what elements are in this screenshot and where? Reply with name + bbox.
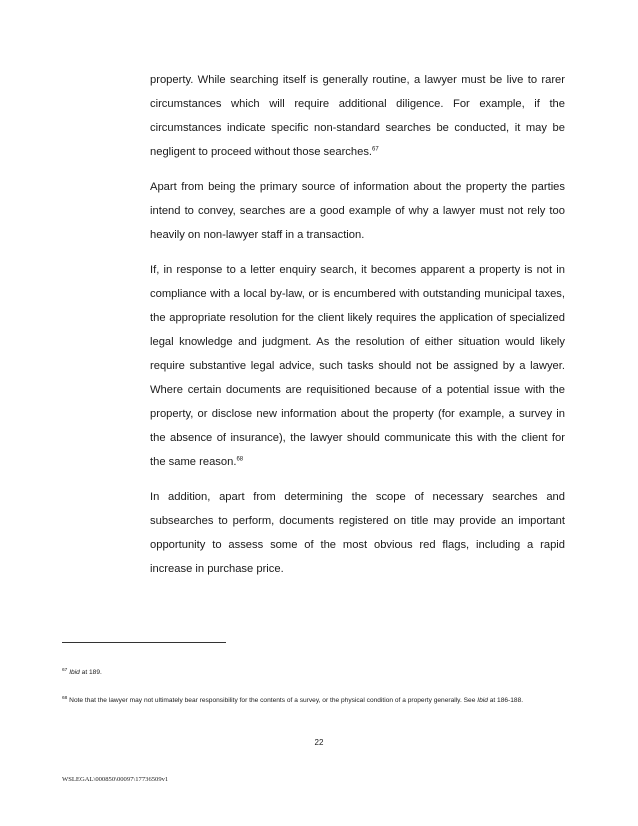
footnote-68-text-end: at 186-188. bbox=[487, 697, 524, 704]
paragraph-2 bbox=[150, 175, 565, 247]
paragraph-4-text: In addition, apart from determining the scope of necessary searches and subsearches to perform, documents registered on title may provide an important opportunity to assess some of the most obvious red flags, including a rapid increase in purchase price. bbox=[150, 491, 565, 575]
footnotes bbox=[62, 665, 567, 721]
footnote-separator bbox=[62, 642, 226, 643]
paragraph-4 bbox=[150, 485, 565, 581]
footnote-67-citation: Ibid bbox=[69, 669, 80, 676]
footnote-67-number: 67 bbox=[62, 667, 68, 673]
paragraph-3-text: If, in response to a letter enquiry search, it becomes apparent a property is not in compliance with a local by-law, or is encumbered with outstanding municipal taxes, the appropriate resolution for the client likely requires the application of specialized legal knowledge and judgment. As the resolution of either situation would likely require substantive legal advice, such tasks should not be assigned by a lawyer. Where certain documents are requisitioned because of a potential issue with the property, or disclose new information about the property (for example, a survey in the absence of insurance), the lawyer should communicate this with the client for the same reason. bbox=[150, 264, 565, 468]
paragraph-3 bbox=[150, 258, 565, 474]
footnote-67 bbox=[62, 665, 567, 681]
body-text bbox=[150, 68, 565, 592]
page-number: 22 bbox=[314, 738, 324, 747]
footnote-ref-68[interactable]: 68 bbox=[236, 456, 244, 463]
paragraph-1 bbox=[150, 68, 565, 164]
footnote-68-citation: Ibid bbox=[477, 697, 488, 704]
footnote-68-text: Note that the lawyer may not ultimately bear responsibility for the contents of a survey, or the physical condition of a property generally. See bbox=[67, 697, 478, 704]
footnote-ref-67[interactable]: 67 bbox=[372, 146, 379, 153]
document-id: WSLEGAL\000850\00097\17736509v1 bbox=[62, 776, 169, 783]
footnote-68 bbox=[62, 693, 567, 709]
paragraph-1-text: property. While searching itself is generally routine, a lawyer must be live to rarer circumstances which will require additional diligence. For example, if the circumstances indicate specific non-standard searches be conducted, it may be negligent to proceed without those searches. bbox=[150, 74, 565, 158]
footnote-68-number: 68 bbox=[62, 695, 68, 701]
footnote-67-text: at 189. bbox=[79, 669, 102, 676]
paragraph-2-text: Apart from being the primary source of information about the property the parties intend to convey, searches are a good example of why a lawyer must not rely too heavily on non-lawyer staff in a transaction. bbox=[150, 181, 565, 241]
